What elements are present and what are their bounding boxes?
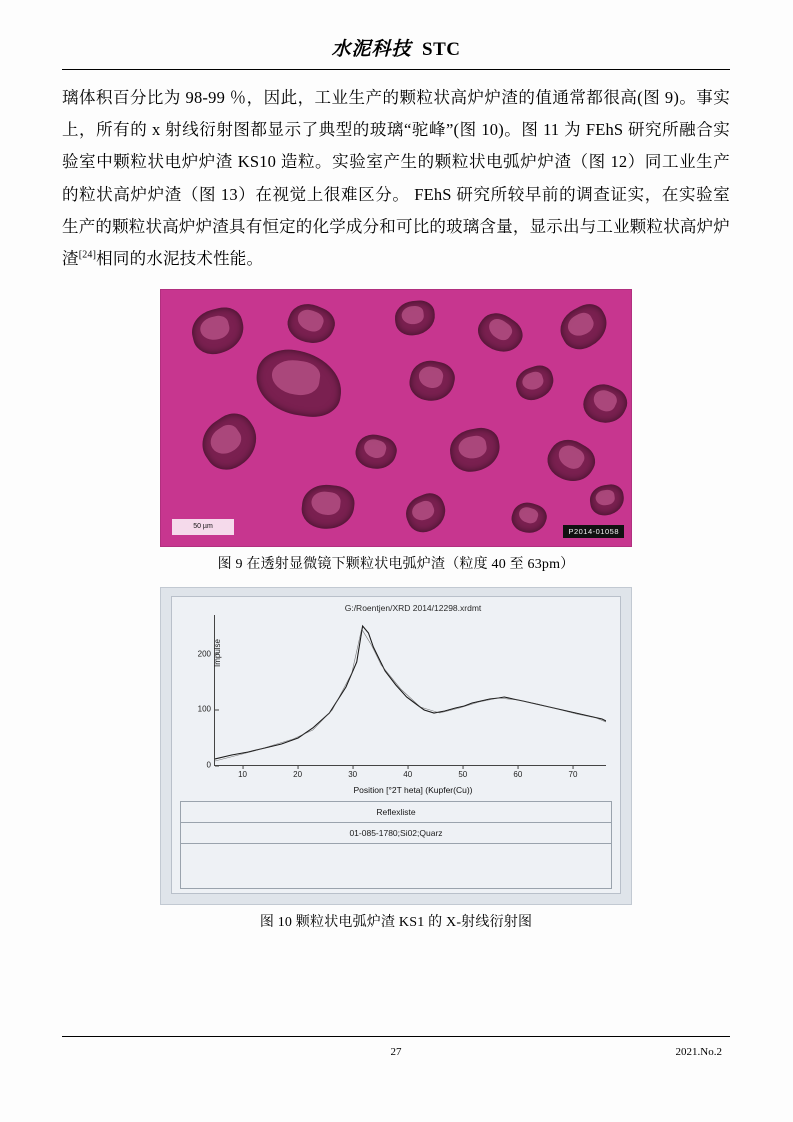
reflex-list-entry: 01-085-1780;Si02;Quarz xyxy=(181,822,611,843)
body-text-block xyxy=(62,82,730,275)
body-paragraph xyxy=(62,82,730,275)
slag-grain xyxy=(252,345,346,420)
reflex-list-table xyxy=(180,801,612,889)
y-tick-200: 200 xyxy=(198,649,215,658)
slag-grain xyxy=(401,489,452,537)
slag-grain xyxy=(472,306,529,361)
x-tick-30: 30 xyxy=(348,765,357,779)
figure-9-micrograph xyxy=(160,289,632,547)
slag-grain xyxy=(352,430,400,474)
figure-9-caption: 图 9 在透射显微镜下颗粒状电弧炉渣（粒度 40 至 63pm） xyxy=(217,557,575,573)
slag-grain xyxy=(512,362,558,404)
x-tick-10: 10 xyxy=(238,765,247,779)
scalebar-label: 50 µm xyxy=(172,519,234,535)
x-axis-label: Position [°2T heta] (Kupfer(Cu)) xyxy=(353,785,473,796)
reflex-list-header: Reflexliste xyxy=(376,807,416,818)
issue-label: 2021.No.2 xyxy=(675,1046,722,1058)
slag-grain xyxy=(193,406,267,479)
footnote-marker: [24] xyxy=(78,249,97,261)
slag-grain xyxy=(508,499,550,538)
y-tick-0: 0 xyxy=(207,761,215,770)
slag-grain xyxy=(553,298,614,356)
x-tick-50: 50 xyxy=(458,765,467,779)
slag-grain xyxy=(187,303,248,358)
slag-grain xyxy=(406,357,457,405)
figure-9-block xyxy=(62,289,730,573)
header-divider xyxy=(62,69,730,70)
x-tick-20: 20 xyxy=(293,765,302,779)
slag-grain xyxy=(283,298,340,350)
slag-grain xyxy=(541,432,601,490)
page-number: 27 xyxy=(390,1046,402,1058)
x-tick-60: 60 xyxy=(513,765,522,779)
header-title-en: STC xyxy=(422,39,461,60)
xrd-plot-area xyxy=(197,615,606,780)
x-tick-70: 70 xyxy=(569,765,578,779)
header-title-cn: 水泥科技 xyxy=(331,39,412,60)
footer-divider xyxy=(62,1036,730,1037)
reflex-list-empty-row xyxy=(181,843,611,888)
y-tick-100: 100 xyxy=(198,705,215,714)
x-tick-40: 40 xyxy=(403,765,412,779)
body-paragraph-tail: 相同的水泥技术性能。 xyxy=(96,248,264,268)
xrd-diffraction-curve xyxy=(215,615,606,765)
xrd-filepath: G:/Roentjen/XRD 2014/12298.xrdmt xyxy=(344,603,482,614)
slag-grain xyxy=(447,425,504,475)
slag-grain xyxy=(300,482,356,531)
slag-grain xyxy=(588,483,626,517)
xrd-plot-panel xyxy=(171,596,621,894)
slag-grain xyxy=(578,378,632,430)
y-axis-label: Impulse xyxy=(213,639,222,668)
page-content xyxy=(62,34,730,935)
slag-grain xyxy=(393,299,436,337)
body-paragraph-main: 璃体积百分比为 98-99 ％，因此，工业生产的颗粒状高炉炉渣的值通常都很高(图 9)。事实上，所有的 x 射线衍射图都显示了典型的玻璃“驼峰”(图 10)。图 11 为 FEhS 研究所融合实验室中颗粒状电炉炉渣 KS10 造粒。实验室产生的颗粒状电弧炉炉渣（图 12）同工业生产的粒状高炉炉渣（图 13）在视觉上很难区分。 FEhS 研究所较早前的调查证实，在实验室生产的颗粒状高炉炉渣具有恒定的化学成分和可比的玻璃含量，显示出与工业颗粒状高炉炉渣 xyxy=(62,88,730,268)
image-stamp: P2014-01058 xyxy=(563,525,624,538)
document-header xyxy=(62,34,730,67)
figure-10-block xyxy=(62,587,730,931)
figure-10-xrd-chart xyxy=(160,587,632,905)
figure-10-caption: 图 10 颗粒状电弧炉渣 KS1 的 X-射线衍射图 xyxy=(259,915,533,931)
